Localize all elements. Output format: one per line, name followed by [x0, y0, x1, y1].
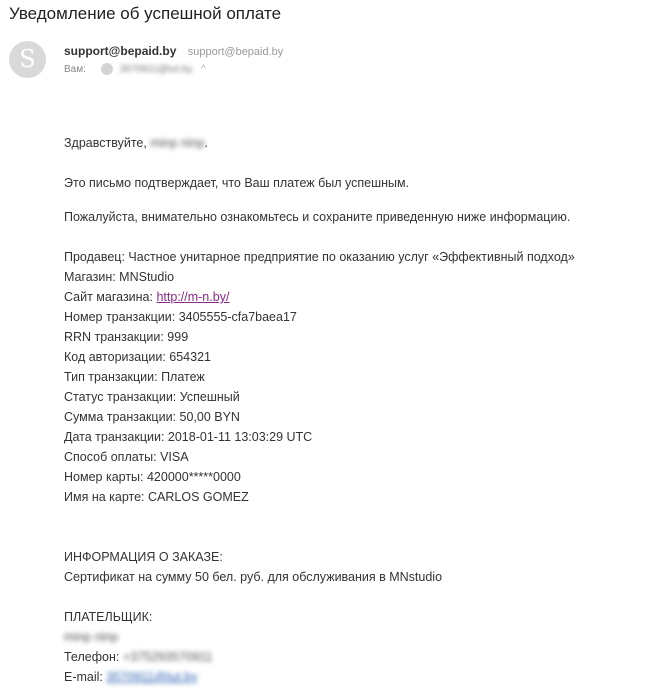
order-header: ИНФОРМАЦИЯ О ЗАКАЗЕ:	[64, 550, 223, 564]
order-text: Сертификат на сумму 50 бел. руб. для обслуживания в MNstudio	[64, 570, 443, 584]
greeting-suffix: .	[204, 136, 209, 150]
sender-name[interactable]: support@bepaid.by	[64, 44, 177, 58]
detail-site	[64, 287, 229, 307]
detail-method: Способ оплаты: VISA	[64, 450, 189, 464]
detail-auth-code: Код авторизации: 654321	[64, 350, 211, 364]
payer-email	[64, 667, 197, 687]
chevron-up-icon[interactable]: ^	[201, 63, 206, 75]
detail-transaction-id: Номер транзакции: 3405555-cfa7baea17	[64, 310, 297, 324]
payer-header: ПЛАТЕЛЬЩИК:	[64, 610, 153, 624]
detail-rrn: RRN транзакции: 999	[64, 330, 189, 344]
detail-status: Статус транзакции: Успешный	[64, 390, 240, 404]
payer-phone	[64, 647, 213, 667]
detail-card-number: Номер карты: 420000*****0000	[64, 470, 241, 484]
sender-email[interactable]: support@bepaid.by	[187, 46, 284, 58]
detail-amount: Сумма транзакции: 50,00 BYN	[64, 410, 240, 424]
email-link[interactable]: 3570911@tut.by	[106, 670, 198, 684]
detail-card-name: Имя на карте: CARLOS GOMEZ	[64, 490, 249, 504]
site-label: Сайт магазина:	[64, 290, 153, 304]
greeting-name: minp ninp	[150, 136, 205, 150]
recipient-label: Вам:	[64, 63, 86, 75]
greeting	[64, 133, 208, 153]
phone-label: Телефон:	[64, 650, 120, 664]
greeting-prefix: Здравствуйте,	[64, 136, 147, 150]
detail-seller: Продавец: Частное унитарное предприятие по оказанию услуг «Эффективный подход»	[64, 250, 575, 264]
detail-type: Тип транзакции: Платеж	[64, 370, 205, 384]
detail-date: Дата транзакции: 2018-01-11 13:03:29 UTC	[64, 430, 313, 444]
email-label: E-mail:	[64, 670, 103, 684]
phone-value: +375293570911	[122, 650, 213, 664]
recipient-address[interactable]: 3570911@tut.by	[119, 63, 193, 75]
recipient-row	[64, 63, 206, 75]
please-text: Пожалуйста, внимательно ознакомьтесь и сохраните приведенную ниже информацию.	[64, 210, 571, 224]
confirm-text: Это письмо подтверждает, что Ваш платеж был успешным.	[64, 176, 410, 190]
site-link[interactable]: http://m-n.by/	[156, 290, 230, 304]
sender-row	[64, 44, 283, 58]
sender-avatar[interactable]: S	[9, 41, 46, 78]
recipient-avatar	[101, 63, 113, 75]
payer-name: minp ninp	[64, 630, 119, 644]
email-subject: Уведомление об успешной оплате	[9, 4, 282, 23]
detail-shop: Магазин: MNStudio	[64, 270, 175, 284]
